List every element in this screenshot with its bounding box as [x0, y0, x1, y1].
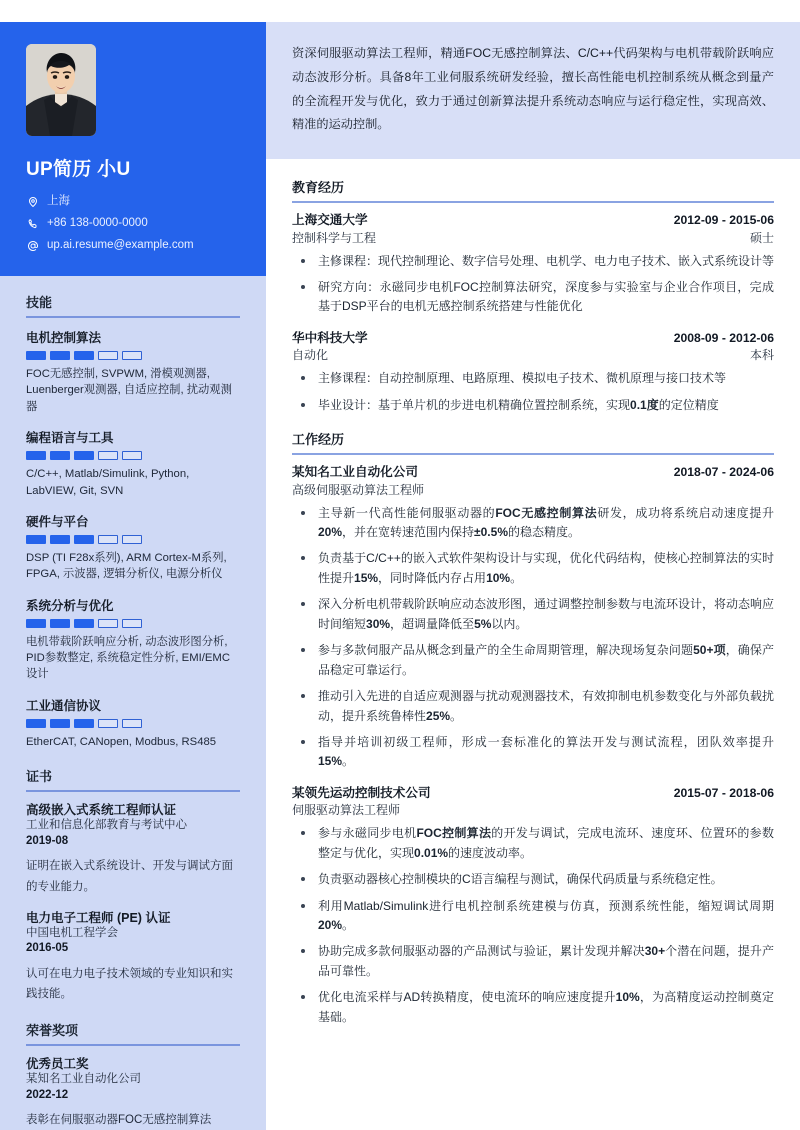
bullet-item: 参与永磁同步电机FOC控制算法的开发与调试，完成电流环、速度环、位置环的参数整定与优化，实现0.01%的速度波动率。	[292, 824, 774, 863]
contact-phone	[26, 217, 240, 230]
certificates-section	[26, 766, 240, 1004]
skill-pip	[26, 535, 46, 544]
certificates-section-title: 证书	[26, 766, 240, 792]
work-item	[292, 785, 774, 1027]
professional-summary: 资深伺服驱动算法工程师，精通FOC无感控制算法、C/C++代码架构与电机带载阶跃响应动态波形分析。具备8年工业伺服系统研发经验，擅长高性能电机控制系统从概念到量产的全流程开发与优化，致力于通过创新算法提升系统动态响应与运行稳定性，实现高效、精准的运动控制。	[266, 22, 800, 159]
work-header-row	[292, 785, 774, 803]
education-bullets	[292, 369, 774, 415]
school-name: 华中科技大学	[292, 330, 368, 345]
sidebar-header	[0, 22, 266, 276]
bullet-item: 协助完成多款伺服驱动器的产品测试与验证，累计发现并解决30+个潜在问题，提升产品可靠性。	[292, 942, 774, 981]
skill-item	[26, 428, 240, 499]
skill-pip	[98, 351, 118, 360]
skill-pip	[122, 619, 142, 628]
skill-pip	[74, 619, 94, 628]
skill-pip	[26, 619, 46, 628]
contact-location	[26, 195, 240, 208]
bullet-item: 优化电流采样与AD转换精度，使电流环的响应速度提升10%，为高精度运动控制奠定基础。	[292, 988, 774, 1027]
certificate-date: 2019-08	[26, 834, 69, 847]
main-column	[266, 22, 800, 1130]
certificate-issuer: 工业和信息化部教育与考试中心	[26, 819, 187, 832]
bullet-item: 指导并培训初级工程师，形成一套标准化的算法开发与测试流程，团队效率提升15%。	[292, 733, 774, 772]
skill-level-meter	[26, 351, 240, 360]
certificate-title: 高级嵌入式系统工程师认证	[26, 803, 177, 818]
skills-section	[26, 292, 240, 750]
bullet-item: 主修课程：现代控制理论、数字信号处理、电机学、电力电子技术、嵌入式系统设计等	[292, 252, 774, 271]
bullet-item: 毕业设计：基于单片机的步进电机精确位置控制系统，实现0.1度的定位精度	[292, 396, 774, 415]
skill-pip	[26, 451, 46, 460]
work-date: 2015-07 - 2018-06	[673, 785, 774, 800]
education-major: 控制科学与工程	[292, 230, 377, 245]
skill-pip	[26, 351, 46, 360]
skill-description: 电机带载阶跃响应分析, 动态波形图分析, PID参数整定, 系统稳定性分析, EMI/EMC设计	[26, 635, 230, 681]
bullet-item: 主修课程：自动控制原理、电路原理、模拟电子技术、微机原理与接口技术等	[292, 369, 774, 388]
profile-name: UP简历 小U	[26, 159, 131, 180]
skill-pip	[74, 451, 94, 460]
certificate-title: 电力电子工程师 (PE) 认证	[26, 910, 171, 925]
contact-location-text: 上海	[47, 195, 70, 208]
education-item	[292, 212, 774, 317]
skill-description: FOC无感控制, SVPWM, 滑模观测器, Luenberger观测器, 自适应控制, 扰动观测器	[26, 368, 232, 413]
skill-item	[26, 696, 240, 750]
education-section-title: 教育经历	[292, 177, 774, 203]
work-bullets	[292, 504, 774, 772]
education-subheader-row	[292, 230, 774, 247]
company-name: 某领先运动控制技术公司	[292, 785, 431, 800]
skill-pip	[26, 719, 46, 728]
main-body	[266, 159, 800, 1027]
skill-level-meter	[26, 719, 240, 728]
skill-pip	[74, 351, 94, 360]
award-item	[26, 1056, 240, 1130]
skill-pip	[74, 719, 94, 728]
work-section	[292, 429, 774, 1027]
award-title: 优秀员工奖	[26, 1057, 89, 1072]
job-title: 高级伺服驱动算法工程师	[292, 482, 425, 497]
work-header-row	[292, 464, 774, 482]
education-item	[292, 330, 774, 415]
bullet-item: 负责驱动器核心控制模块的C语言编程与测试，确保代码质量与系统稳定性。	[292, 870, 774, 889]
education-subheader-row	[292, 347, 774, 364]
certificate-issuer: 中国电机工程学会	[26, 926, 118, 939]
skill-pip	[122, 719, 142, 728]
education-date: 2008-09 - 2012-06	[673, 330, 774, 345]
skill-pip	[122, 351, 142, 360]
company-name: 某知名工业自动化公司	[292, 465, 418, 480]
skill-item	[26, 512, 240, 583]
skill-name: 工业通信协议	[26, 698, 102, 713]
skill-pip	[50, 535, 70, 544]
awards-section-title: 荣誉奖项	[26, 1020, 240, 1046]
contact-email	[26, 239, 240, 252]
education-bullets	[292, 252, 774, 317]
sidebar	[0, 22, 266, 1130]
skill-name: 系统分析与优化	[26, 598, 114, 613]
education-section	[292, 177, 774, 415]
skill-description: DSP (TI F28x系列), ARM Cortex-M系列, FPGA, 示波器, 逻辑分析仪, 电源分析仪	[26, 551, 227, 581]
skill-pip	[98, 619, 118, 628]
certificate-item	[26, 802, 240, 897]
resume-canvas	[0, 22, 800, 1130]
job-title: 伺服驱动算法工程师	[292, 803, 401, 818]
skill-name: 编程语言与工具	[26, 431, 114, 446]
skill-pip	[50, 451, 70, 460]
education-header-row	[292, 212, 774, 230]
education-degree: 本科	[749, 348, 774, 363]
skill-level-meter	[26, 535, 240, 544]
sidebar-body	[0, 276, 266, 1130]
skill-level-meter	[26, 451, 240, 460]
skill-description: C/C++, Matlab/Simulink, Python, LabVIEW, Git, SVN	[26, 468, 190, 497]
skill-item	[26, 328, 240, 415]
bullet-item: 深入分析电机带载阶跃响应动态波形图，通过调整控制参数与电流环设计，将动态响应时间缩短30%，超调量降低至5%以内。	[292, 595, 774, 634]
work-item	[292, 464, 774, 772]
award-issuer: 某知名工业自动化公司	[26, 1073, 141, 1086]
certificate-date: 2016-05	[26, 942, 69, 955]
skill-name: 硬件与平台	[26, 514, 89, 529]
skill-pip	[98, 535, 118, 544]
contact-email-text: up.ai.resume@example.com	[47, 239, 194, 252]
phone-icon	[26, 217, 39, 230]
skill-description: EtherCAT, CANopen, Modbus, RS485	[26, 735, 217, 748]
school-name: 上海交通大学	[292, 213, 368, 228]
certificate-item	[26, 910, 240, 1005]
award-date: 2022-12	[26, 1088, 69, 1101]
skill-pip	[122, 535, 142, 544]
bullet-item: 利用Matlab/Simulink进行电机控制系统建模与仿真，预测系统性能，缩短调试周期20%。	[292, 897, 774, 936]
bullet-item: 推动引入先进的自适应观测器与扰动观测器技术，有效抑制电机参数变化与外部负载扰动，提升系统鲁棒性25%。	[292, 687, 774, 726]
certificate-description: 证明在嵌入式系统设计、开发与调试方面的专业能力。	[26, 860, 233, 893]
bullet-item: 负责基于C/C++的嵌入式软件架构设计与实现，优化代码结构，使核心控制算法的实时性提升15%，同时降低内存占用10%。	[292, 549, 774, 588]
awards-section	[26, 1020, 240, 1130]
certificate-description: 认可在电力电子技术领域的专业知识和实践技能。	[26, 967, 233, 1001]
award-description: 表彰在伺服驱动器FOC无感控制算法	[26, 1114, 212, 1127]
skills-section-title: 技能	[26, 292, 240, 318]
skill-item	[26, 596, 240, 683]
skill-pip	[50, 619, 70, 628]
skill-pip	[122, 451, 142, 460]
contact-phone-text: +86 138-0000-0000	[47, 217, 148, 230]
education-degree: 硕士	[749, 230, 774, 245]
location-pin-icon	[26, 195, 39, 208]
bullet-item: 研究方向：永磁同步电机FOC控制算法研究，深度参与实验室与企业合作项目，完成基于DSP平台的电机无感控制系统搭建与性能优化	[292, 278, 774, 317]
at-email-icon	[26, 239, 39, 252]
work-section-title: 工作经历	[292, 429, 774, 455]
education-date: 2012-09 - 2015-06	[673, 213, 774, 228]
skill-level-meter	[26, 619, 240, 628]
education-header-row	[292, 330, 774, 348]
skill-pip	[98, 451, 118, 460]
skill-name: 电机控制算法	[26, 331, 102, 345]
bullet-item: 参与多款伺服产品从概念到量产的全生命周期管理，解决现场复杂问题50+项，确保产品稳定可靠运行。	[292, 641, 774, 680]
avatar	[26, 44, 96, 136]
bullet-item: 主导新一代高性能伺服驱动器的FOC无感控制算法研发，成功将系统启动速度提升20%，并在宽转速范围内保持±0.5%的稳态精度。	[292, 504, 774, 543]
skill-pip	[50, 351, 70, 360]
skill-pip	[50, 719, 70, 728]
work-date: 2018-07 - 2024-06	[673, 465, 774, 480]
skill-pip	[74, 535, 94, 544]
skill-pip	[98, 719, 118, 728]
work-bullets	[292, 824, 774, 1027]
education-major: 自动化	[292, 348, 329, 363]
